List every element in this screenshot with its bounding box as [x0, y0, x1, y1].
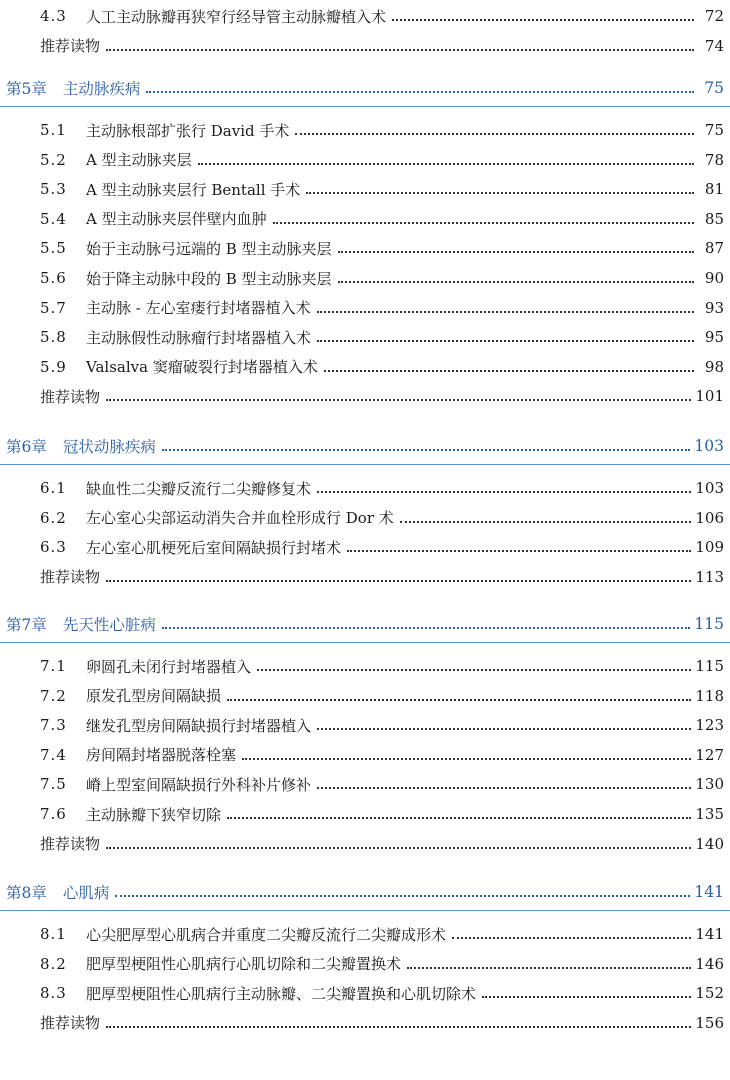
toc-entry[interactable]: [40, 265, 724, 291]
page-number: 78: [704, 150, 724, 169]
chapter-rule: [0, 642, 730, 643]
toc-entry[interactable]: [40, 176, 724, 202]
section-number: 6.3: [40, 538, 67, 557]
page-number: 141: [694, 883, 724, 901]
section-title: 肥厚型梗阻性心肌病行主动脉瓣、二尖瓣置换和心肌切除术: [86, 984, 477, 1003]
dot-leader: [407, 953, 691, 969]
toc-entry[interactable]: [40, 354, 724, 380]
dot-leader: [317, 297, 694, 313]
toc-entry[interactable]: [40, 712, 724, 738]
page-number: 103: [694, 437, 724, 455]
recommended-reading-entry[interactable]: [40, 831, 724, 857]
chapter-rule: [0, 464, 730, 465]
chapter-label: 第8章: [6, 884, 47, 902]
section-title: Valsalva 窦瘤破裂行封堵器植入术: [86, 358, 318, 377]
page-number: 103: [695, 479, 724, 497]
chapter-heading[interactable]: [6, 879, 724, 905]
section-number: 5.7: [40, 298, 67, 317]
section-number: 7.4: [40, 745, 67, 764]
section-title: 嵴上型室间隔缺损行外科补片修补: [86, 775, 312, 794]
toc-entry[interactable]: [40, 324, 724, 350]
recommended-reading-entry[interactable]: [40, 1010, 724, 1036]
dot-leader: [452, 923, 691, 939]
page-number: 101: [695, 387, 724, 406]
dot-leader: [106, 833, 691, 849]
toc-entry[interactable]: [40, 505, 724, 531]
dot-leader: [106, 566, 691, 582]
dot-leader: [227, 685, 691, 701]
dot-leader: [482, 982, 691, 998]
chapter-heading[interactable]: [6, 433, 724, 459]
section-number: 5.3: [40, 180, 67, 199]
section-number: 5.1: [40, 121, 67, 139]
section-title: 继发孔型房间隔缺损行封堵器植入: [86, 716, 312, 735]
section-title: 缺血性二尖瓣反流行二尖瓣修复术: [86, 479, 312, 498]
section-title: A 型主动脉夹层伴壁内血肿: [86, 210, 267, 229]
dot-leader: [162, 435, 691, 451]
dot-leader: [324, 356, 694, 372]
toc-entry[interactable]: [40, 801, 724, 827]
dot-leader: [115, 881, 690, 897]
section-number: 8.2: [40, 954, 67, 973]
section-number: 7.3: [40, 716, 67, 735]
section-title: 卵圆孔未闭行封堵器植入: [86, 657, 252, 676]
page-number: 118: [695, 686, 724, 705]
chapter-rule: [0, 910, 730, 911]
dot-leader: [295, 119, 694, 135]
page-number: 140: [695, 834, 724, 853]
toc-entry[interactable]: [40, 235, 724, 261]
toc-entry[interactable]: [40, 295, 724, 321]
section-number: 5.2: [40, 150, 67, 169]
section-number: 7.6: [40, 805, 67, 823]
dot-leader: [146, 77, 694, 93]
section-number: 4.3: [40, 7, 67, 25]
toc-entry[interactable]: [40, 771, 724, 797]
dot-leader: [317, 714, 691, 730]
section-number: 6.1: [40, 479, 67, 497]
recommended-reading-entry[interactable]: [40, 564, 724, 590]
dot-leader: [106, 35, 694, 51]
toc-entry[interactable]: [40, 980, 724, 1006]
chapter-title: 先天性心脏病: [62, 616, 156, 634]
dot-leader: [106, 1012, 691, 1028]
section-number: 6.2: [40, 508, 67, 527]
toc-entry[interactable]: [40, 475, 724, 501]
section-title: 推荐读物: [40, 568, 101, 587]
section-title: 原发孔型房间隔缺损: [86, 687, 222, 706]
section-title: 肥厚型梗阻性心肌病行心肌切除和二尖瓣置换术: [86, 955, 402, 974]
page-number: 87: [704, 239, 724, 258]
recommended-reading-entry[interactable]: [40, 383, 724, 409]
dot-leader: [338, 237, 694, 253]
section-number: 5.4: [40, 209, 67, 228]
dot-leader: [317, 477, 691, 493]
page-number: 152: [695, 984, 724, 1003]
toc-entry[interactable]: [40, 147, 724, 173]
recommended-reading-entry[interactable]: [40, 33, 724, 59]
page-number: 123: [695, 716, 724, 735]
toc-entry[interactable]: [40, 3, 724, 29]
section-number: 5.6: [40, 269, 67, 287]
page-number: 141: [695, 925, 724, 943]
page-number: 85: [704, 209, 724, 228]
dot-leader: [347, 536, 691, 552]
section-number: 7.2: [40, 686, 67, 705]
section-title: A 型主动脉夹层行 Bentall 手术: [86, 180, 301, 199]
section-title: 始于降主动脉中段的 B 型主动脉夹层: [86, 269, 332, 288]
section-title: 主动脉根部扩张行 David 手术: [86, 121, 290, 140]
section-number: 7.5: [40, 775, 67, 794]
dot-leader: [392, 5, 694, 21]
dot-leader: [257, 655, 691, 671]
dot-leader: [162, 613, 691, 629]
dot-leader: [227, 803, 691, 819]
toc-entry[interactable]: [40, 206, 724, 232]
page-number: 130: [695, 775, 724, 794]
toc-entry[interactable]: [40, 921, 724, 947]
page-number: 90: [704, 269, 724, 287]
dot-leader: [106, 385, 691, 401]
section-title: 主动脉瓣下狭窄切除: [86, 805, 222, 824]
toc-entry[interactable]: [40, 742, 724, 768]
section-title: 主动脉 - 左心室瘘行封堵器植入术: [86, 299, 311, 318]
dot-leader: [273, 208, 694, 224]
page-number: 127: [695, 745, 724, 764]
toc-entry[interactable]: [40, 683, 724, 709]
toc-entry[interactable]: [40, 653, 724, 679]
dot-leader: [198, 149, 694, 165]
chapter-label: 第7章: [6, 616, 47, 634]
dot-leader: [338, 267, 694, 283]
page-number: 98: [704, 357, 724, 376]
page-number: 81: [704, 180, 724, 199]
section-title: 左心室心肌梗死后室间隔缺损行封堵术: [86, 538, 342, 557]
section-title: 推荐读物: [40, 387, 101, 406]
section-number: 5.9: [40, 357, 67, 376]
dot-leader: [306, 178, 694, 194]
section-title: 始于主动脉弓远端的 B 型主动脉夹层: [86, 239, 332, 258]
section-title: 推荐读物: [40, 835, 101, 854]
page-number: 93: [704, 298, 724, 317]
dot-leader: [317, 326, 694, 342]
section-number: 8.3: [40, 984, 67, 1003]
chapter-label: 第6章: [6, 438, 47, 456]
page-number: 109: [695, 538, 724, 557]
chapter-title: 冠状动脉疾病: [62, 438, 156, 456]
chapter-rule: [0, 106, 730, 107]
chapter-heading[interactable]: [6, 611, 724, 637]
chapter-label: 第5章: [6, 80, 47, 98]
toc-entry[interactable]: [40, 117, 724, 143]
page-number: 106: [695, 508, 724, 527]
page-number: 135: [695, 805, 724, 823]
dot-leader: [242, 744, 691, 760]
section-title: 左心室心尖部运动消失合并血栓形成行 Dor 术: [86, 509, 394, 528]
page-number: 146: [695, 954, 724, 973]
page-number: 74: [704, 36, 724, 55]
page-number: 115: [694, 615, 724, 633]
section-number: 7.1: [40, 657, 67, 675]
chapter-title: 主动脉疾病: [62, 80, 141, 98]
section-title: 房间隔封堵器脱落栓塞: [86, 746, 237, 765]
page-number: 72: [704, 7, 724, 25]
page-number: 75: [704, 79, 724, 97]
dot-leader: [400, 507, 692, 523]
page-number: 115: [695, 657, 724, 675]
chapter-heading[interactable]: [6, 75, 724, 101]
section-number: 5.5: [40, 239, 67, 258]
section-number: 8.1: [40, 925, 67, 943]
page-number: 95: [704, 328, 724, 347]
page-number: 113: [695, 567, 724, 586]
section-title: A 型主动脉夹层: [86, 151, 192, 170]
chapter-title: 心肌病: [62, 884, 110, 902]
section-number: 5.8: [40, 328, 67, 347]
section-title: 人工主动脉瓣再狭窄行经导管主动脉瓣植入术: [86, 7, 387, 26]
section-title: 心尖肥厚型心肌病合并重度二尖瓣反流行二尖瓣成形术: [86, 925, 447, 944]
toc-entry[interactable]: [40, 534, 724, 560]
section-title: 推荐读物: [40, 1014, 101, 1033]
section-title: 主动脉假性动脉瘤行封堵器植入术: [86, 328, 312, 347]
page-number: 75: [704, 121, 724, 139]
dot-leader: [317, 773, 691, 789]
toc-entry[interactable]: [40, 951, 724, 977]
section-title: 推荐读物: [40, 37, 101, 56]
page-number: 156: [695, 1013, 724, 1032]
